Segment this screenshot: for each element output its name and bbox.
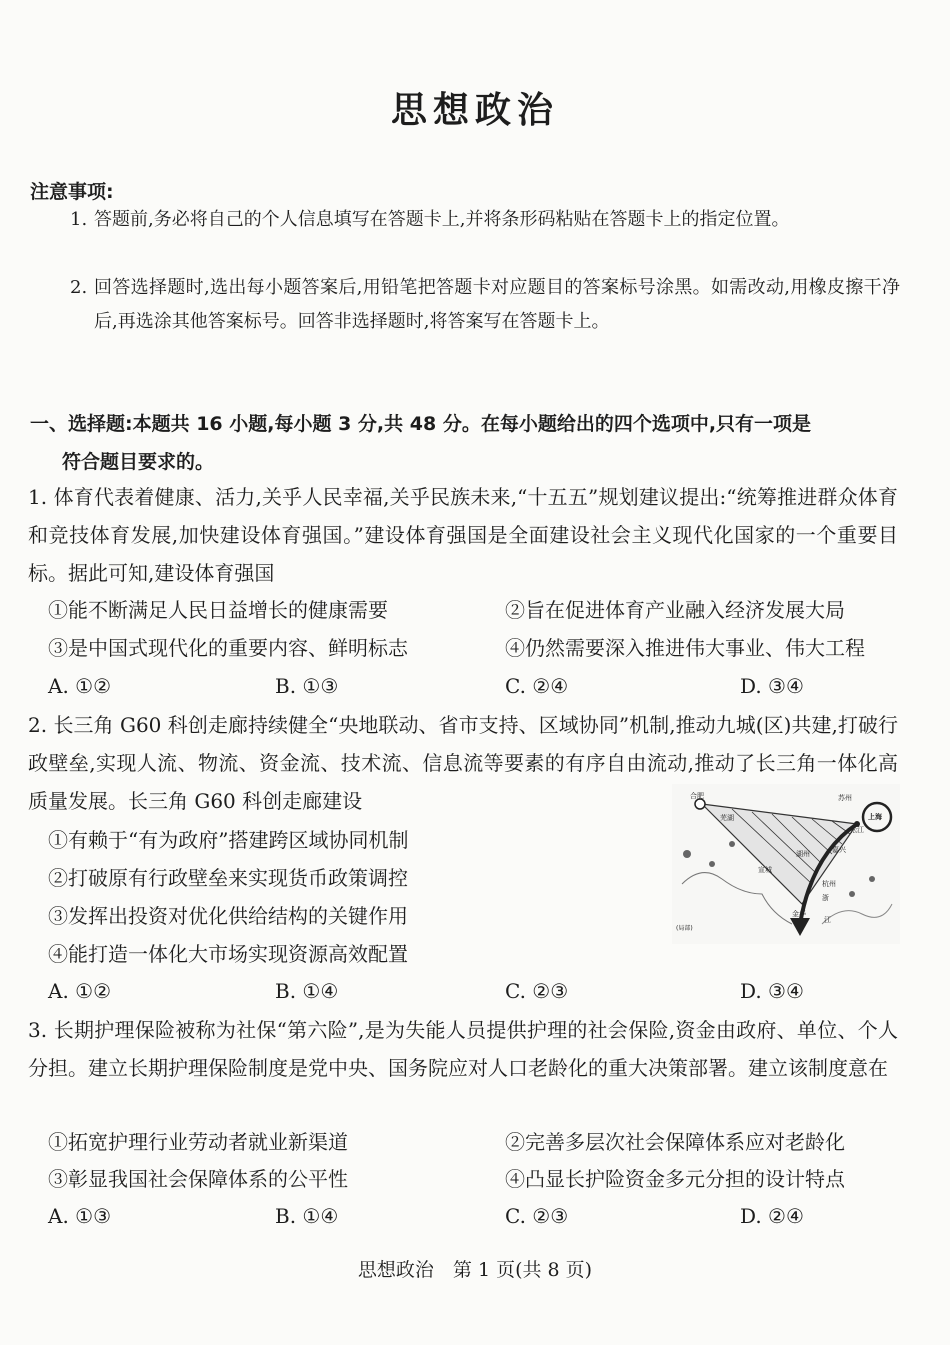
question-1: [28, 478, 898, 592]
question-stem: 3. 长期护理保险被称为社保“第六险”,是为失能人员提供护理的社会保险,资金由政府、单位、个人分担。建立长期护理保险制度是党中央、国务院应对人口老龄化的重大决策部署。建立该制度意在: [28, 1018, 898, 1080]
choice-b: B. ①④: [275, 979, 339, 1003]
section-heading-line2: 符合题目要求的。: [62, 451, 215, 473]
page-title: 思想政治: [390, 90, 559, 131]
question-3: [28, 1011, 898, 1087]
section-heading-line1: 一、选择题:本题共 16 小题,每小题 3 分,共 48 分。在每小题给出的四个选项中,只有一项是: [30, 413, 812, 435]
page-footer: 思想政治 第 1 页(共 8 页): [357, 1259, 593, 1281]
option: ②完善多层次社会保障体系应对老龄化: [505, 1130, 845, 1154]
choice-c: C. ②③: [505, 979, 569, 1003]
map-label: (局部): [676, 925, 693, 932]
map-label: 江: [824, 916, 831, 924]
option: ④能打造一体化大市场实现资源高效配置: [48, 942, 408, 966]
notice-item: [70, 203, 900, 237]
option: ③彰显我国社会保障体系的公平性: [48, 1167, 348, 1191]
choice-a: A. ①②: [48, 979, 112, 1003]
option: ③发挥出投资对优化供给结构的关键作用: [48, 904, 408, 928]
choice-d: D. ③④: [740, 979, 804, 1003]
notice-item-text: 答题前,务必将自己的个人信息填写在答题卡上,并将条形码粘贴在答题卡上的指定位置。: [94, 209, 790, 230]
option: ①能不断满足人民日益增长的健康需要: [48, 598, 388, 622]
map-label: 杭州: [822, 880, 836, 888]
choice-b: B. ①④: [275, 1204, 339, 1228]
question-stem: 2. 长三角 G60 科创走廊持续健全“央地联动、省市支持、区域协同”机制,推动九城(区)共建,打破行政壁垒,实现人流、物流、资金流、技术流、信息流等要素的有序自由流动,推动了长三角一体化高质量发展。长三角 G60 科创走廊建设: [28, 713, 898, 813]
map-label: 金华: [792, 910, 806, 918]
option: ④凸显长护险资金多元分担的设计特点: [505, 1167, 845, 1191]
choice-a: A. ①②: [48, 674, 112, 698]
notice-heading: 注意事项:: [30, 181, 114, 203]
question-stem: 1. 体育代表着健康、活力,关乎人民幸福,关乎民族未来,“十五五”规划建议提出:“统筹推进群众体育和竞技体育发展,加快建设体育强国。”建设体育强国是全面建设社会主义现代化国家的一个重要目标。据此可知,建设体育强国: [28, 485, 898, 585]
section-heading: [30, 405, 900, 481]
option: ①有赖于“有为政府”搭建跨区域协同机制: [48, 828, 409, 852]
notice-item-number: 1.: [70, 209, 88, 230]
notice-item-number: 2.: [70, 277, 88, 298]
choice-b: B. ①③: [275, 674, 339, 698]
g60-corridor-map: [672, 784, 900, 944]
map-label: 芜湖: [720, 814, 734, 822]
choice-c: C. ②④: [505, 674, 569, 698]
choice-c: C. ②③: [505, 1204, 569, 1228]
option: ②旨在促进体育产业融入经济发展大局: [505, 598, 845, 622]
option: ②打破原有行政壁垒来实现货币政策调控: [48, 866, 408, 890]
map-label: 合肥: [690, 792, 704, 800]
notice-item: [70, 271, 900, 339]
option: ①拓宽护理行业劳动者就业新渠道: [48, 1130, 348, 1154]
map-label: 嘉兴: [832, 846, 846, 854]
map-label: 浙: [822, 894, 829, 902]
option: ④仍然需要深入推进伟大事业、伟大工程: [505, 636, 865, 660]
choice-d: D. ③④: [740, 674, 804, 698]
choice-d: D. ②④: [740, 1204, 804, 1228]
option: ③是中国式现代化的重要内容、鲜明标志: [48, 636, 408, 660]
map-label: 湖州: [796, 850, 810, 858]
map-label: 苏州: [838, 794, 852, 802]
choice-a: A. ①③: [48, 1204, 112, 1228]
map-label: 宣城: [758, 866, 772, 874]
notice-item-text: 回答选择题时,选出每小题答案后,用铅笔把答题卡对应题目的答案标号涂黑。如需改动,用橡皮擦干净后,再选涂其他答案标号。回答非选择题时,将答案写在答题卡上。: [94, 277, 900, 332]
map-label: 上海: [868, 813, 882, 821]
map-label: 松江: [850, 826, 864, 834]
